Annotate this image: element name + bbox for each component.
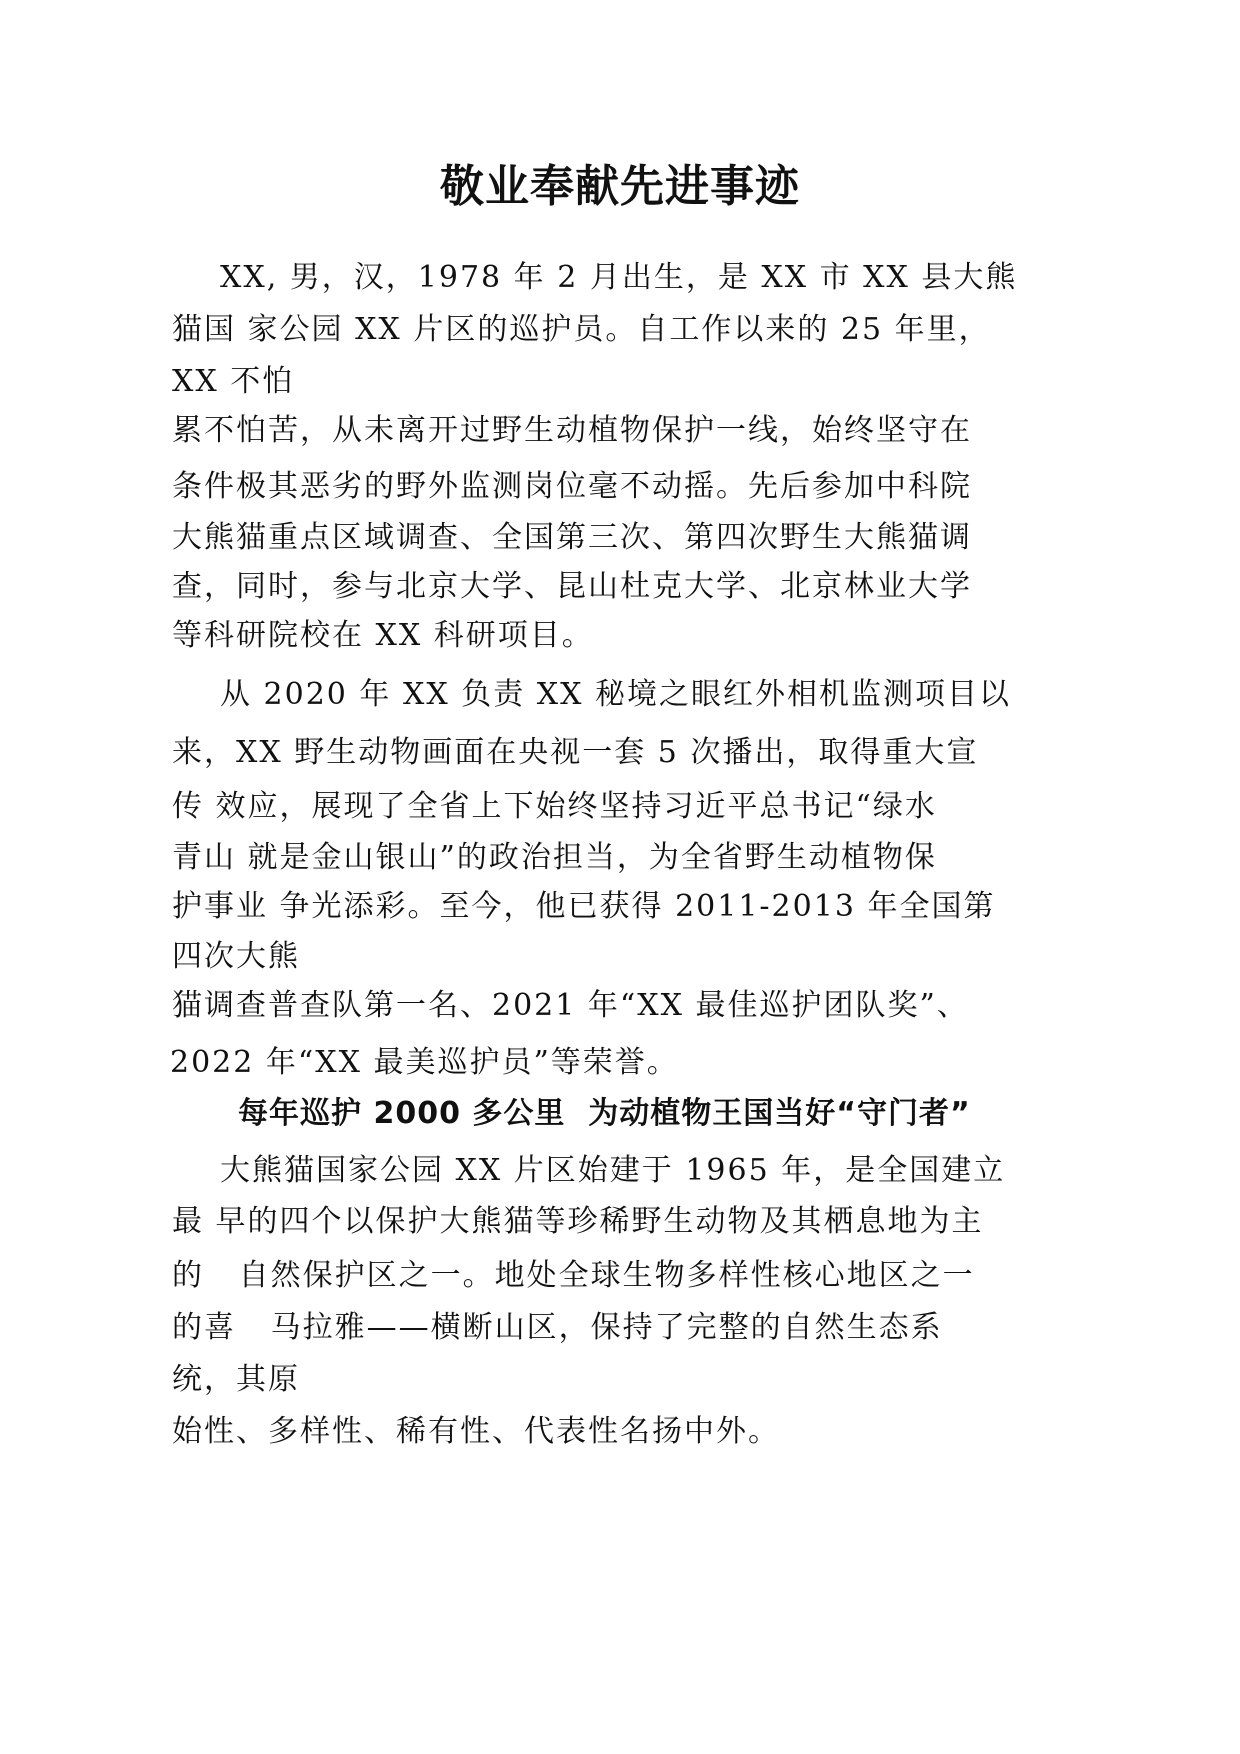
- paragraph-2-line-6: 四次大熊: [172, 939, 300, 974]
- paragraph-1-line-8: 等科研院校在 XX 科研项目。: [172, 618, 594, 653]
- paragraph-1-line-3: XX 不怕: [172, 364, 295, 399]
- paragraph-3-line-6: 始性、多样性、稀有性、代表性名扬中外。: [172, 1414, 780, 1449]
- paragraph-3-line-4: 的喜 马拉雅——横断山区，保持了完整的自然生态系: [172, 1310, 943, 1345]
- paragraph-1-line-5: 条件极其恶劣的野外监测岗位毫不动摇。先后参加中科院: [172, 469, 972, 504]
- paragraph-2-line-4: 青山 就是金山银山”的政治担当，为全省野生动植物保: [172, 840, 937, 875]
- section-subheading: 每年巡护 2000 多公里 为动植物王国当好“守门者”: [238, 1096, 971, 1131]
- paragraph-1-line-4: 累不怕苦，从未离开过野生动植物保护一线，始终坚守在: [172, 413, 972, 448]
- paragraph-2-line-5: 护事业 争光添彩。至今，他已获得 2011-2013 年全国第: [172, 889, 996, 924]
- paragraph-1-line-1: XX, 男，汉，1978 年 2 月出生，是 XX 市 XX 县大熊: [220, 260, 1018, 295]
- paragraph-1-line-6: 大熊猫重点区域调查、全国第三次、第四次野生大熊猫调: [172, 520, 972, 555]
- paragraph-3-line-5: 统，其原: [172, 1362, 300, 1397]
- paragraph-2-line-8: 2022 年“XX 最美巡护员”等荣誉。: [170, 1045, 679, 1080]
- paragraph-3-line-2: 最 早的四个以保护大熊猫等珍稀野生动物及其栖息地为主: [172, 1204, 984, 1239]
- document-title: 敬业奉献先进事迹: [440, 161, 800, 212]
- paragraph-1-line-2: 猫国 家公园 XX 片区的巡护员。自工作以来的 25 年里，: [172, 312, 991, 347]
- paragraph-2-line-2: 来，XX 野生动物画面在央视一套 5 次播出，取得重大宣: [172, 735, 979, 770]
- paragraph-3-line-3: 的 自然保护区之一。地处全球生物多样性核心地区之一: [172, 1258, 975, 1293]
- paragraph-2-line-7: 猫调查普查队第一名、2021 年“XX 最佳巡护团队奖”、: [172, 988, 969, 1023]
- paragraph-2-line-1: 从 2020 年 XX 负责 XX 秘境之眼红外相机监测项目以: [220, 677, 1011, 712]
- paragraph-3-line-1: 大熊猫国家公园 XX 片区始建于 1965 年，是全国建立: [220, 1153, 1006, 1188]
- paragraph-2-line-3: 传 效应，展现了全省上下始终坚持习近平总书记“绿水: [172, 789, 937, 824]
- paragraph-1-line-7: 查，同时，参与北京大学、昆山杜克大学、北京林业大学: [172, 569, 972, 604]
